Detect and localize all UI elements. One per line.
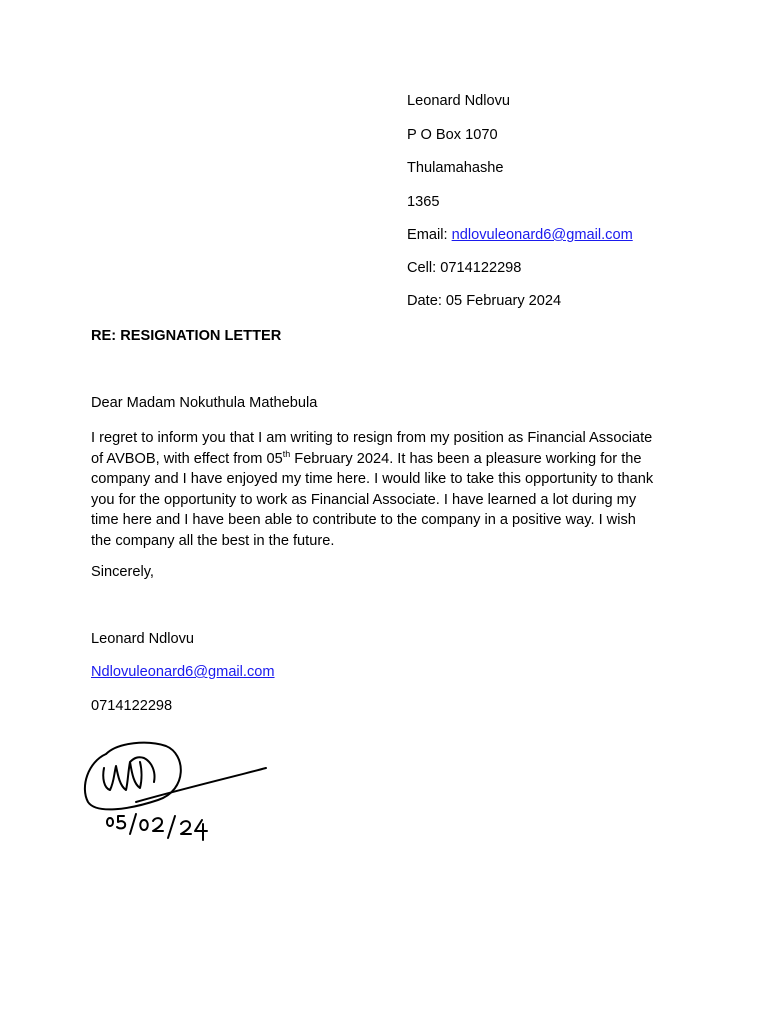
sender-email-label: Email: — [407, 227, 452, 243]
body-row-2 — [91, 449, 691, 470]
ordinal-suffix: th — [282, 448, 291, 459]
body-row-4: you for the opportunity to work as Financial Associate. I have learned a lot during my — [91, 491, 637, 508]
handwritten-date-strokes — [107, 814, 207, 840]
sender-email-line — [407, 226, 633, 244]
salutation: Dear Madam Nokuthula Mathebula — [91, 395, 318, 411]
signature-tail-stroke — [136, 768, 266, 802]
sender-email-link[interactable]: ndlovuleonard6@gmail.com — [451, 227, 633, 243]
body-row-1: I regret to inform you that I am writing to resign from my position as Financial Associate — [91, 430, 653, 446]
sender-name: Leonard Ndlovu — [407, 93, 511, 109]
signoff-email-line — [91, 663, 275, 681]
body-paragraph — [91, 428, 691, 551]
sender-address-line2: Thulamahashe — [407, 160, 504, 176]
body-row-3: company and I have enjoyed my time here. I would like to take this opportunity to thank — [91, 471, 654, 487]
signoff-name: Leonard Ndlovu — [91, 631, 195, 647]
signature-initials-stroke — [103, 757, 154, 790]
sender-postal-code: 1365 — [407, 194, 440, 210]
sender-cell: Cell: 0714122298 — [407, 260, 522, 276]
body-row-2-end: February 2024. It has been a pleasure working for the — [290, 450, 642, 467]
handwritten-signature — [78, 732, 278, 852]
body-row-2-start: of AVBOB, with effect from 05 — [91, 450, 283, 467]
body-row-6: the company all the best in the future. — [91, 532, 335, 549]
closing: Sincerely, — [91, 564, 154, 580]
subject-line: RE: RESIGNATION LETTER — [91, 328, 282, 344]
signoff-email-link[interactable]: Ndlovuleonard6@gmail.com — [91, 664, 275, 680]
sender-address-line1: P O Box 1070 — [407, 127, 498, 143]
letter-date: Date: 05 February 2024 — [407, 293, 562, 309]
signoff-phone: 0714122298 — [91, 698, 173, 714]
body-row-5: time here and I have been able to contribute to the company in a positive way. I wish — [91, 512, 636, 528]
